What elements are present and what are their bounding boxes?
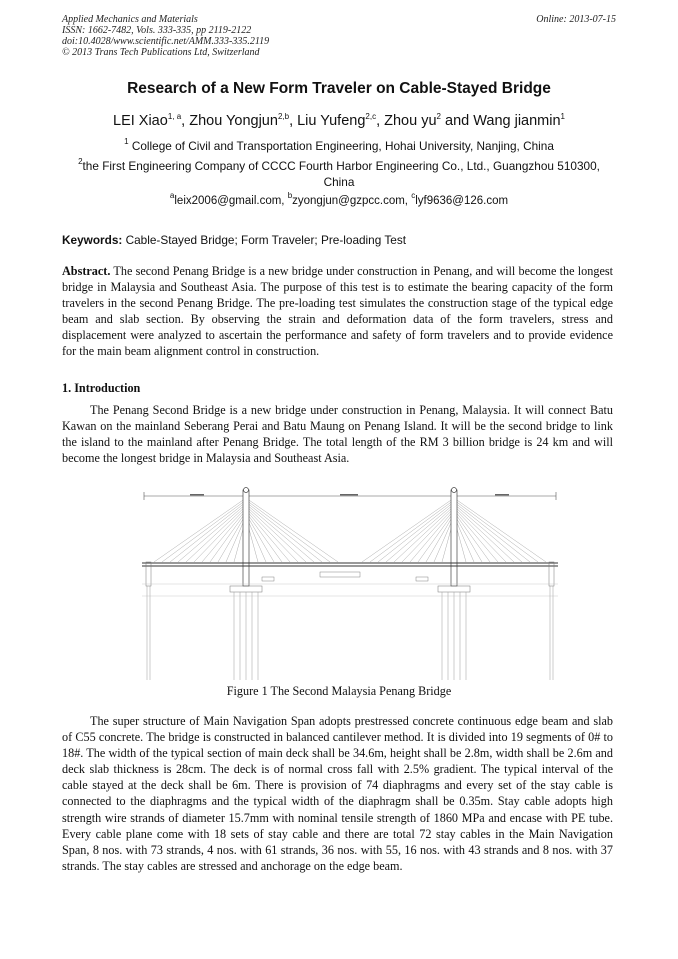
body-paragraph: The super structure of Main Navigation Span adopts prestressed concrete continuous edge beam and slab of C55 concrete. The bridge is constructed in balanced cantilever method. It is divided into 19 segments of 0# to 18#. The width of the typical section of main deck shall be 34.6m, height shall be 2.8m, width shall be 2.6m and deck slab thickness is 28cm. The deck is of normal cross fall with 2.5% gradient. The typical interval of the cable stayed at the deck shall be 6m. There is provision of 74 diaphragms and every set of the stay cable is connected to the diaphragms and the typical width of the diaphragm shall be 0.35m. Stay cable adopts high strength wire strands of diameter 15.7mm with nominal tensile strength of 1860 MPa and encase with PE tube. Every cable plane come with 18 sets of stay cable and there are total 72 stay cables in the Main Navigation Span, 8 nos. with 73 strands, 4 nos. with 61 strands, 36 nos. with 55, 16 nos. with 43 strands and 8 nos. with 37 strands. The stay cables are stressed and anchorage on the edge beam.	[62, 714, 613, 873]
author-list	[0, 113, 678, 129]
keywords-label: Keywords:	[62, 233, 123, 247]
author-name: , Liu Yufeng	[289, 113, 366, 129]
section-heading: 1. Introduction	[62, 381, 141, 395]
author-affiliation-mark: 1	[560, 112, 565, 121]
author-affiliation-mark: 1, a	[167, 112, 182, 121]
abstract	[62, 263, 613, 360]
intro-paragraph: The Penang Second Bridge is a new bridge under construction in Penang, Malaysia. It will connect Batu Kawan on the mainland Seberang Perai and Batu Maung on Penang Island. It will be the second bridge to link the island to the mainland after Penang Bridge. The total length of the RM 3 billion bridge is 24 km and will become the longest bridge in Malaysia and Southeast Asia.	[62, 403, 613, 466]
keywords-text: Cable-Stayed Bridge; Form Traveler; Pre-loading Test	[122, 233, 407, 247]
drawing-labels	[262, 572, 428, 581]
author-emails	[0, 191, 678, 207]
author-name: LEI Xiao	[113, 113, 168, 129]
issn-line: ISSN: 1662-7482, Vols. 333-335, pp 2119-2122	[62, 25, 252, 36]
affiliation-1	[62, 138, 616, 154]
email-address: zyongjun@gzpcc.com,	[292, 195, 412, 207]
author-name: and Wang jianmin	[440, 113, 561, 129]
paper-title: Research of a New Form Traveler on Cable-Stayed Bridge	[127, 80, 551, 97]
online-date: Online: 2013-07-15	[536, 14, 616, 25]
pylons	[243, 488, 457, 587]
affiliation-text: the First Engineering Company of CCCC Fourth Harbor Engineering Co., Ltd., Guangzhou 510300, China	[82, 159, 600, 189]
author-affiliation-mark: 2,b	[277, 112, 290, 121]
journal-name: Applied Mechanics and Materials	[62, 14, 198, 25]
author-name: , Zhou yu	[376, 113, 437, 129]
author-affiliation-mark: 2,c	[365, 112, 377, 121]
affiliation-text: College of Civil and Transportation Engineering, Hohai University, Nanjing, China	[128, 139, 554, 153]
email-mark: b	[287, 191, 293, 200]
affiliation-2	[62, 158, 616, 190]
keywords-line	[62, 233, 616, 247]
email-address: lyf9636@126.com	[415, 195, 509, 207]
email-mark: a	[169, 191, 175, 200]
affiliation-mark: 1	[124, 137, 129, 146]
piles	[147, 586, 553, 680]
affiliation-mark: 2	[78, 157, 83, 166]
running-header	[62, 14, 269, 58]
bridge-deck	[142, 563, 558, 566]
author-affiliation-mark: 2	[436, 112, 441, 121]
doi-line: doi:10.4028/www.scientific.net/AMM.333-335.2119	[62, 36, 270, 47]
dimension-lines	[144, 492, 556, 500]
abstract-label: Abstract.	[62, 264, 111, 278]
author-name: , Zhou Yongjun	[181, 113, 278, 129]
figure-caption: Figure 1 The Second Malaysia Penang Bridge	[226, 684, 452, 698]
email-address: leix2006@gmail.com,	[174, 195, 288, 207]
copyright-line: © 2013 Trans Tech Publications Ltd, Switzerland	[62, 47, 260, 58]
abstract-text: The second Penang Bridge is a new bridge under construction in Penang, and will become the longest bridge in Malaysia and Southeast Asia. The purpose of this test is to estimate the bearing capacity of the form travelers in the second Penang Bridge. The pre-loading test simulates the construction stage of the typical edge beam and slab section. By observing the strain and deformation data of the form travelers, stress and displacement were analyzed to ascertain the performance and safety of form travelers and to provide evidence for the main beam alignment control in construction.	[62, 264, 613, 359]
dimension-marks	[190, 494, 509, 496]
stay-cables	[154, 498, 546, 562]
bridge-elevation-figure	[140, 484, 560, 680]
water-level	[142, 584, 558, 596]
email-mark: c	[411, 191, 416, 200]
